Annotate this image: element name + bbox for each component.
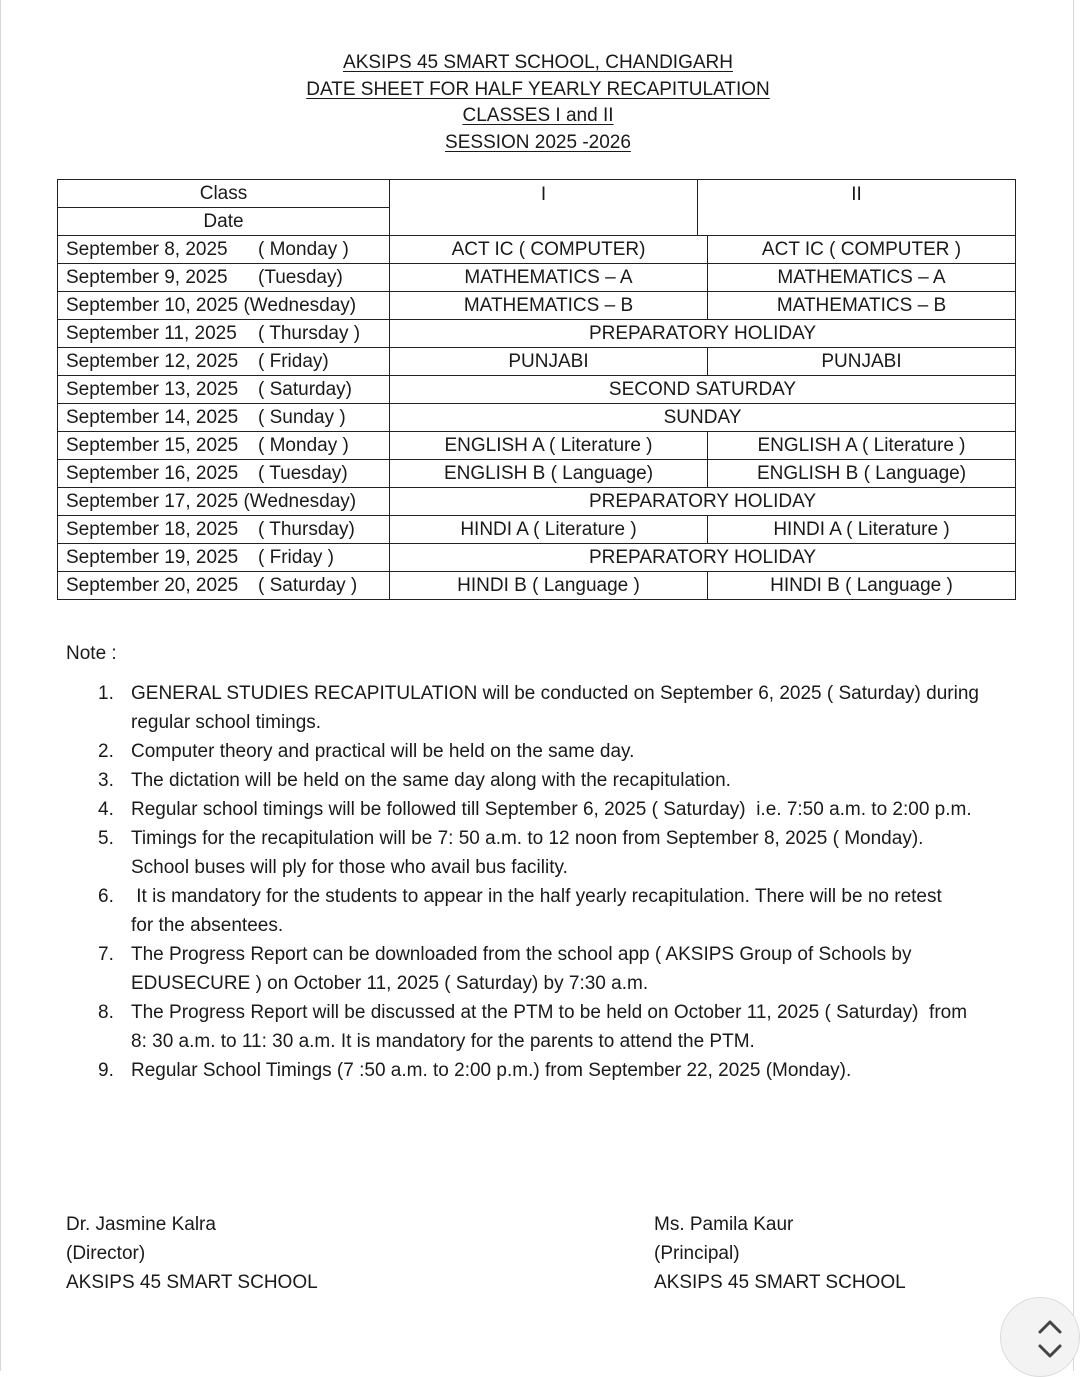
document-header bbox=[1, 50, 1075, 156]
merged-subject-cell: PREPARATORY HOLIDAY bbox=[390, 544, 1016, 572]
note-number: 8. bbox=[98, 1002, 114, 1023]
chevron-up-down-icon bbox=[1037, 1316, 1063, 1362]
table-row bbox=[58, 320, 1016, 348]
note-line: Computer theory and practical will be held on the same day. bbox=[131, 741, 635, 762]
date-cell bbox=[58, 544, 390, 572]
table-row bbox=[58, 488, 1016, 516]
class-i-subject-cell: PUNJABI bbox=[390, 348, 708, 376]
date-text: September 11, 2025 bbox=[66, 323, 237, 344]
merged-subject-cell: SECOND SATURDAY bbox=[390, 376, 1016, 404]
note-line: for the absentees. bbox=[131, 915, 284, 936]
day-text: ( Saturday) bbox=[258, 379, 352, 400]
class-i-subject-cell: ENGLISH A ( Literature ) bbox=[390, 432, 708, 460]
note-line: regular school timings. bbox=[131, 712, 322, 733]
date-text: September 19, 2025 bbox=[66, 547, 239, 568]
class-ii-header: II bbox=[698, 180, 1016, 236]
note-number: 1. bbox=[98, 683, 114, 704]
table-row bbox=[58, 432, 1016, 460]
note-line: Regular School Timings (7 :50 a.m. to 2:00 p.m.) from September 22, 2025 (Monday). bbox=[131, 1060, 852, 1081]
class-ii-subject-cell: MATHEMATICS – B bbox=[708, 292, 1016, 320]
session-title: SESSION 2025 -2026 bbox=[445, 131, 631, 153]
class-ii-subject-cell: ENGLISH B ( Language) bbox=[708, 460, 1016, 488]
note-line: The Progress Report can be downloaded from the school app ( AKSIPS Group of Schools by bbox=[131, 944, 912, 965]
table-row bbox=[58, 404, 1016, 432]
director-name: Dr. Jasmine Kalra bbox=[66, 1214, 216, 1235]
principal-org: AKSIPS 45 SMART SCHOOL bbox=[654, 1272, 906, 1293]
date-cell bbox=[58, 264, 390, 292]
day-text: ( Thursday ) bbox=[258, 323, 361, 344]
table-row bbox=[58, 376, 1016, 404]
class-i-subject-cell: ACT IC ( COMPUTER) bbox=[390, 236, 708, 264]
principal-signature-block bbox=[654, 1210, 906, 1297]
merged-subject-cell: PREPARATORY HOLIDAY bbox=[390, 320, 1016, 348]
class-i-subject-cell: ENGLISH B ( Language) bbox=[390, 460, 708, 488]
table-row bbox=[58, 460, 1016, 488]
date-cell bbox=[58, 572, 390, 600]
note-line: The dictation will be held on the same day along with the recapitulation. bbox=[131, 770, 731, 791]
day-text: ( Saturday ) bbox=[258, 575, 358, 596]
date-text: September 8, 2025 bbox=[66, 239, 228, 260]
date-cell bbox=[58, 376, 390, 404]
class-i-subject-cell: MATHEMATICS – A bbox=[390, 264, 708, 292]
table-row bbox=[58, 292, 1016, 320]
note-item bbox=[66, 824, 1026, 882]
director-role: (Director) bbox=[66, 1243, 146, 1264]
class-ii-subject-cell: PUNJABI bbox=[708, 348, 1016, 376]
table-row bbox=[58, 544, 1016, 572]
date-text: September 20, 2025 bbox=[66, 575, 239, 596]
note-line: School buses will ply for those who avail bus facility. bbox=[131, 857, 568, 878]
note-line: 8: 30 a.m. to 11: 30 a.m. It is mandatory for the parents to attend the PTM. bbox=[131, 1031, 755, 1052]
date-text: September 16, 2025 bbox=[66, 463, 239, 484]
day-text: ( Sunday ) bbox=[258, 407, 346, 428]
merged-subject-cell: PREPARATORY HOLIDAY bbox=[390, 488, 1016, 516]
note-line: It is mandatory for the students to appear in the half yearly recapitulation. There will be no retest bbox=[131, 886, 942, 907]
note-item bbox=[66, 998, 1026, 1056]
note-line: EDUSECURE ) on October 11, 2025 ( Saturday) by 7:30 a.m. bbox=[131, 973, 649, 994]
class-ii-subject-cell: ACT IC ( COMPUTER ) bbox=[708, 236, 1016, 264]
page-nav-button[interactable] bbox=[1000, 1297, 1080, 1377]
class-i-subject-cell: MATHEMATICS – B bbox=[390, 292, 708, 320]
day-text: ( Friday ) bbox=[258, 547, 334, 568]
day-text: (Tuesday) bbox=[258, 267, 343, 288]
merged-subject-cell: SUNDAY bbox=[390, 404, 1016, 432]
class-ii-subject-cell: HINDI B ( Language ) bbox=[708, 572, 1016, 600]
date-cell bbox=[58, 488, 390, 516]
note-number: 7. bbox=[98, 944, 114, 965]
table-row bbox=[58, 516, 1016, 544]
notes-list bbox=[66, 679, 1026, 1085]
table-row bbox=[58, 572, 1016, 600]
note-item bbox=[66, 795, 1026, 824]
note-number: 3. bbox=[98, 770, 114, 791]
class-i-subject-cell: HINDI A ( Literature ) bbox=[390, 516, 708, 544]
class-i-header: I bbox=[390, 180, 698, 236]
date-cell bbox=[58, 292, 390, 320]
note-line: GENERAL STUDIES RECAPITULATION will be conducted on September 6, 2025 ( Saturday) during bbox=[131, 683, 979, 704]
classes-title: CLASSES I and II bbox=[462, 105, 614, 126]
date-text: September 12, 2025 bbox=[66, 351, 239, 372]
date-text: September 17, 2025 (Wednesday) bbox=[66, 491, 357, 512]
note-item bbox=[66, 940, 1026, 998]
date-sheet-table bbox=[57, 179, 1016, 600]
note-number: 9. bbox=[98, 1060, 114, 1081]
date-cell bbox=[58, 348, 390, 376]
day-text: ( Monday ) bbox=[258, 239, 349, 260]
school-name: AKSIPS 45 SMART SCHOOL, CHANDIGARH bbox=[343, 52, 733, 73]
notes-title: Note : bbox=[66, 643, 117, 664]
principal-role: (Principal) bbox=[654, 1243, 740, 1264]
note-number: 5. bbox=[98, 828, 114, 849]
day-text: ( Monday ) bbox=[258, 435, 349, 456]
table-row bbox=[58, 348, 1016, 376]
class-ii-subject-cell: MATHEMATICS – A bbox=[708, 264, 1016, 292]
table-header-row bbox=[58, 180, 1016, 208]
note-item bbox=[66, 766, 1026, 795]
date-sheet-title: DATE SHEET FOR HALF YEARLY RECAPITULATION bbox=[306, 78, 770, 100]
class-ii-subject-cell: HINDI A ( Literature ) bbox=[708, 516, 1016, 544]
date-cell bbox=[58, 516, 390, 544]
date-text: September 9, 2025 bbox=[66, 267, 228, 288]
note-item bbox=[66, 679, 1026, 737]
note-item bbox=[66, 737, 1026, 766]
table-row bbox=[58, 264, 1016, 292]
date-cell bbox=[58, 460, 390, 488]
date-text: September 18, 2025 bbox=[66, 519, 239, 540]
date-header: Date bbox=[58, 208, 390, 236]
table-row bbox=[58, 236, 1016, 264]
date-cell bbox=[58, 432, 390, 460]
director-signature-block bbox=[66, 1210, 318, 1297]
date-cell bbox=[58, 236, 390, 264]
date-text: September 14, 2025 bbox=[66, 407, 239, 428]
date-cell bbox=[58, 404, 390, 432]
director-org: AKSIPS 45 SMART SCHOOL bbox=[66, 1272, 318, 1293]
note-number: 4. bbox=[98, 799, 114, 820]
day-text: ( Tuesday) bbox=[258, 463, 348, 484]
class-ii-subject-cell: ENGLISH A ( Literature ) bbox=[708, 432, 1016, 460]
date-text: September 13, 2025 bbox=[66, 379, 239, 400]
day-text: ( Thursday) bbox=[258, 519, 355, 540]
note-line: Regular school timings will be followed till September 6, 2025 ( Saturday) i.e. 7:50 a.m. to 2:00 p.m. bbox=[131, 799, 972, 820]
note-number: 2. bbox=[98, 741, 114, 762]
date-text: September 10, 2025 (Wednesday) bbox=[66, 295, 357, 316]
note-line: Timings for the recapitulation will be 7: 50 a.m. to 12 noon from September 8, 2025 ( Monday). bbox=[131, 828, 924, 849]
note-number: 6. bbox=[98, 886, 114, 907]
principal-name: Ms. Pamila Kaur bbox=[654, 1214, 794, 1235]
note-line: The Progress Report will be discussed at the PTM to be held on October 11, 2025 ( Saturday) from bbox=[131, 1002, 968, 1023]
notes-section bbox=[66, 643, 1026, 1085]
date-cell bbox=[58, 320, 390, 348]
note-item bbox=[66, 882, 1026, 940]
class-i-subject-cell: HINDI B ( Language ) bbox=[390, 572, 708, 600]
date-text: September 15, 2025 bbox=[66, 435, 239, 456]
class-header: Class bbox=[58, 180, 390, 208]
note-item bbox=[66, 1056, 1026, 1085]
day-text: ( Friday) bbox=[258, 351, 329, 372]
